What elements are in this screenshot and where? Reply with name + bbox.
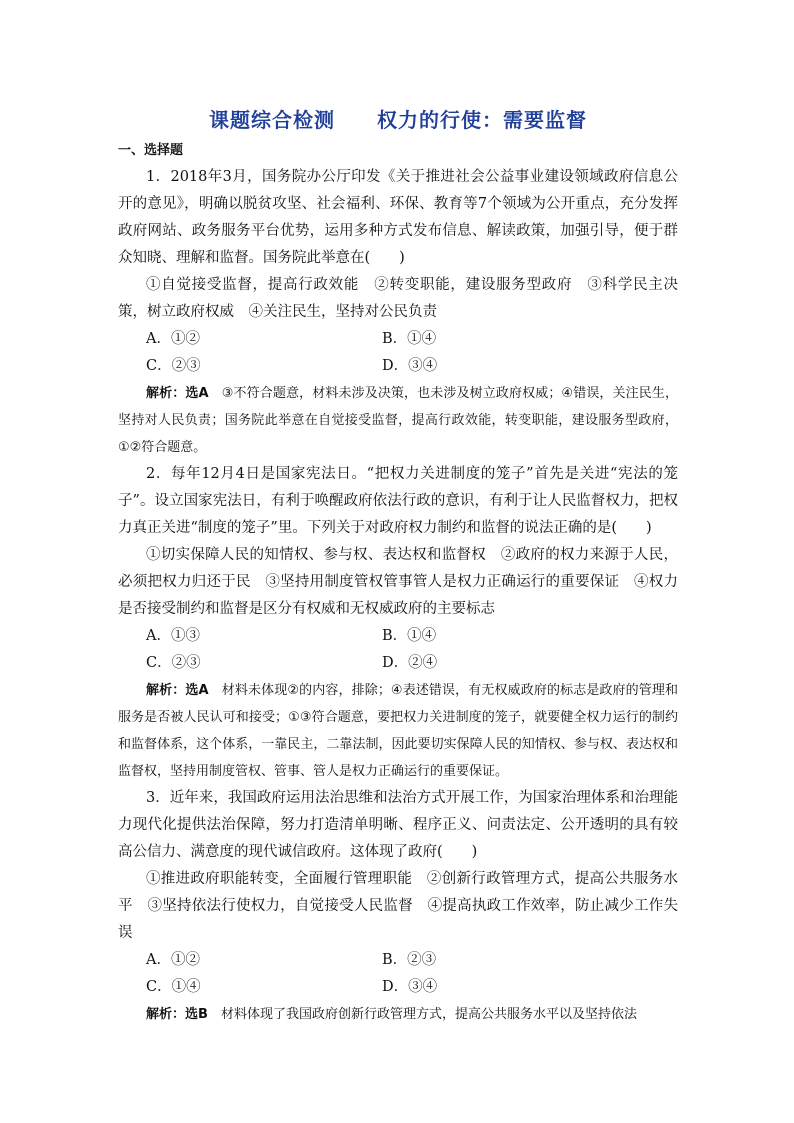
analysis-answer: 选A (185, 683, 209, 698)
page-title: 课题综合检测 权力的行使：需要监督 (209, 108, 587, 132)
option-list (146, 947, 678, 1001)
option-row (146, 974, 678, 1001)
analysis-text: 材料体现了我国政府创新行政管理方式，提高公共服务水平以及坚持依法 (207, 1007, 637, 1022)
analysis-text: ③不符合题意，材料未涉及决策，也未涉及树立政府权威；④错误，关注民生，坚持对人民负责；国务院此举意在自觉接受监督，提高行政效能，转变职能，建设服务型政府，①②符合题意。 (118, 386, 679, 455)
question-statements: ①切实保障人民的知情权、参与权、表达权和监督权 ②政府的权力来源于人民，必须把权力归还于民 ③坚持用制度管权管事管人是权力正确运行的重要保证 ④权力是否接受制约和监督是区分有权威和无权威政府的主要标志 (118, 547, 678, 617)
analysis (118, 677, 678, 785)
option-row (146, 623, 678, 650)
option-c: C．②③ (146, 358, 201, 374)
document-page (118, 96, 678, 1028)
question-statements: ①推进政府职能转变，全面履行管理职能 ②创新行政管理方式，提高公共服务水平 ③坚持依法行使权力，自觉接受人民监督 ④提高执政工作效率，防止减少工作失误 (118, 871, 678, 941)
option-c: C．②③ (146, 655, 201, 671)
option-list (146, 623, 678, 677)
question-stem: 3．近年来，我国政府运用法治思维和法治方式开展工作，为国家治理体系和治理能力现代化提供法治保障，努力打造清单明晰、程序正义、问责法定、公开透明的具有较高公信力、满意度的现代诚信政府。这体现了政府( ) (118, 790, 678, 860)
analysis (118, 1001, 678, 1028)
analysis-label: 解析： (146, 1007, 186, 1022)
option-a: A．①② (146, 952, 200, 968)
question-1 (118, 164, 678, 461)
analysis (118, 380, 678, 461)
option-b: B．①④ (382, 331, 437, 347)
question-3 (118, 785, 678, 1028)
option-d: D．③④ (382, 358, 438, 374)
option-a: A．①② (146, 331, 200, 347)
analysis-label: 解析： (146, 386, 186, 401)
option-row (146, 947, 678, 974)
option-row (146, 650, 678, 677)
option-d: D．③④ (382, 979, 438, 995)
section-heading: 一、选择题 (118, 143, 184, 158)
option-a: A．①③ (146, 628, 200, 644)
question-stem: 2．每年12月4日是国家宪法日。“把权力关进制度的笼子”首先是关进“宪法的笼子”。设立国家宪法日，有利于唤醒政府依法行政的意识，有利于让人民监督权力，把权力真正关进“制度的笼子”里。下列关于对政府权力制约和监督的说法正确的是( ) (118, 466, 678, 536)
analysis-text: 材料未体现②的内容，排除；④表述错误，有无权威政府的标志是政府的管理和服务是否被人民认可和接受；①③符合题意，要把权力关进制度的笼子，就要健全权力运行的制约和监督体系，这个体系，一靠民主，二靠法制，因此要切实保障人民的知情权、参与权、表达权和监督权，坚持用制度管权、管事、管人是权力正确运行的重要保证。 (118, 683, 679, 779)
analysis-answer: 选A (185, 386, 209, 401)
option-c: C．①④ (146, 979, 201, 995)
question-stem: 1．2018年3月，国务院办公厅印发《关于推进社会公益事业建设领域政府信息公开的意见》，明确以脱贫攻坚、社会福利、环保、教育等7个领域为公开重点，充分发挥政府网站、政务服务平台优势，运用多种方式发布信息、解读政策，加强引导，便于群众知晓、理解和监督。国务院此举意在( ) (118, 169, 678, 266)
option-d: D．②④ (382, 655, 438, 671)
analysis-answer: 选B (185, 1007, 208, 1022)
option-row (146, 326, 678, 353)
option-b: B．②③ (382, 952, 437, 968)
question-statements: ①自觉接受监督，提高行政效能 ②转变职能，建设服务型政府 ③科学民主决策，树立政府权威 ④关注民生，坚持对公民负责 (118, 277, 678, 320)
analysis-label: 解析： (146, 683, 186, 698)
option-b: B．①④ (382, 628, 437, 644)
option-row (146, 353, 678, 380)
question-2 (118, 461, 678, 785)
option-list (146, 326, 678, 380)
